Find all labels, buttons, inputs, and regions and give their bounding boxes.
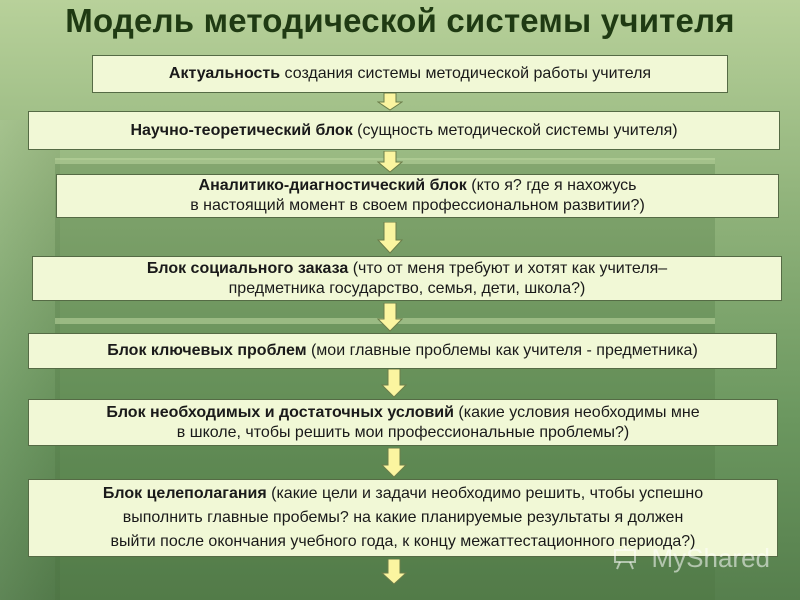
block-text: (какие цели и задачи необходимо решить, чтобы успешно	[266, 485, 704, 502]
page-title: Модель методической системы учителя	[65, 2, 735, 39]
watermark-text: MyShared	[651, 543, 770, 573]
watermark-logo-icon	[612, 544, 638, 570]
block-key-problems	[28, 333, 777, 369]
block-text: (что от меня требуют и хотят как учителя–	[348, 259, 668, 277]
down-arrow-icon	[381, 559, 407, 585]
block-bold-label: Аналитико-диагностический блок	[198, 177, 467, 194]
block-line: выйти после окончания учебного года, к концу межаттестационного периода?)	[110, 533, 696, 550]
block-line	[106, 403, 699, 423]
block-relevance	[92, 55, 728, 93]
block-line: предметника государство, семья, дети, школа?)	[228, 279, 586, 297]
down-arrow-icon	[381, 369, 407, 398]
block-bold-label: Актуальность	[168, 65, 281, 82]
block-bold-label: Блок целеполагания	[102, 485, 267, 502]
block-text: (сущность методической системы учителя)	[352, 121, 678, 139]
block-bold-label: Научно-теоретический блок	[130, 121, 353, 139]
block-line	[147, 259, 667, 279]
block-line	[199, 176, 637, 196]
block-line	[103, 482, 703, 506]
down-arrow-icon	[381, 448, 407, 478]
block-line	[169, 64, 651, 84]
block-text: (мои главные проблемы как учителя - предметника)	[306, 342, 698, 359]
block-line: в настоящий момент в своем профессиональном развитии?)	[190, 197, 645, 214]
block-conditions	[28, 399, 778, 446]
block-bold-label: Блок социального заказа	[146, 259, 349, 277]
block-bold-label: Блок необходимых и достаточных условий	[106, 403, 454, 421]
block-scientific-theoretical	[28, 111, 780, 150]
block-line: в школе, чтобы решить мои профессиональные проблемы?)	[176, 423, 630, 441]
block-text: создания системы методической работы учителя	[280, 65, 652, 82]
block-analytical-diagnostic	[56, 174, 779, 218]
down-arrow-icon	[377, 93, 403, 111]
down-arrow-icon	[377, 303, 403, 332]
block-line	[107, 341, 698, 361]
block-bold-label: Блок ключевых проблем	[107, 342, 307, 359]
down-arrow-icon	[377, 151, 403, 173]
block-line	[130, 121, 677, 141]
block-social-order	[32, 256, 782, 301]
block-text: (какие условия необходимы мне	[453, 403, 700, 421]
down-arrow-icon	[377, 222, 403, 254]
block-text: (кто я? где я нахожусь	[466, 177, 637, 194]
block-line: выполнить главные пробемы? на какие планируемые результаты я должен	[122, 509, 684, 526]
